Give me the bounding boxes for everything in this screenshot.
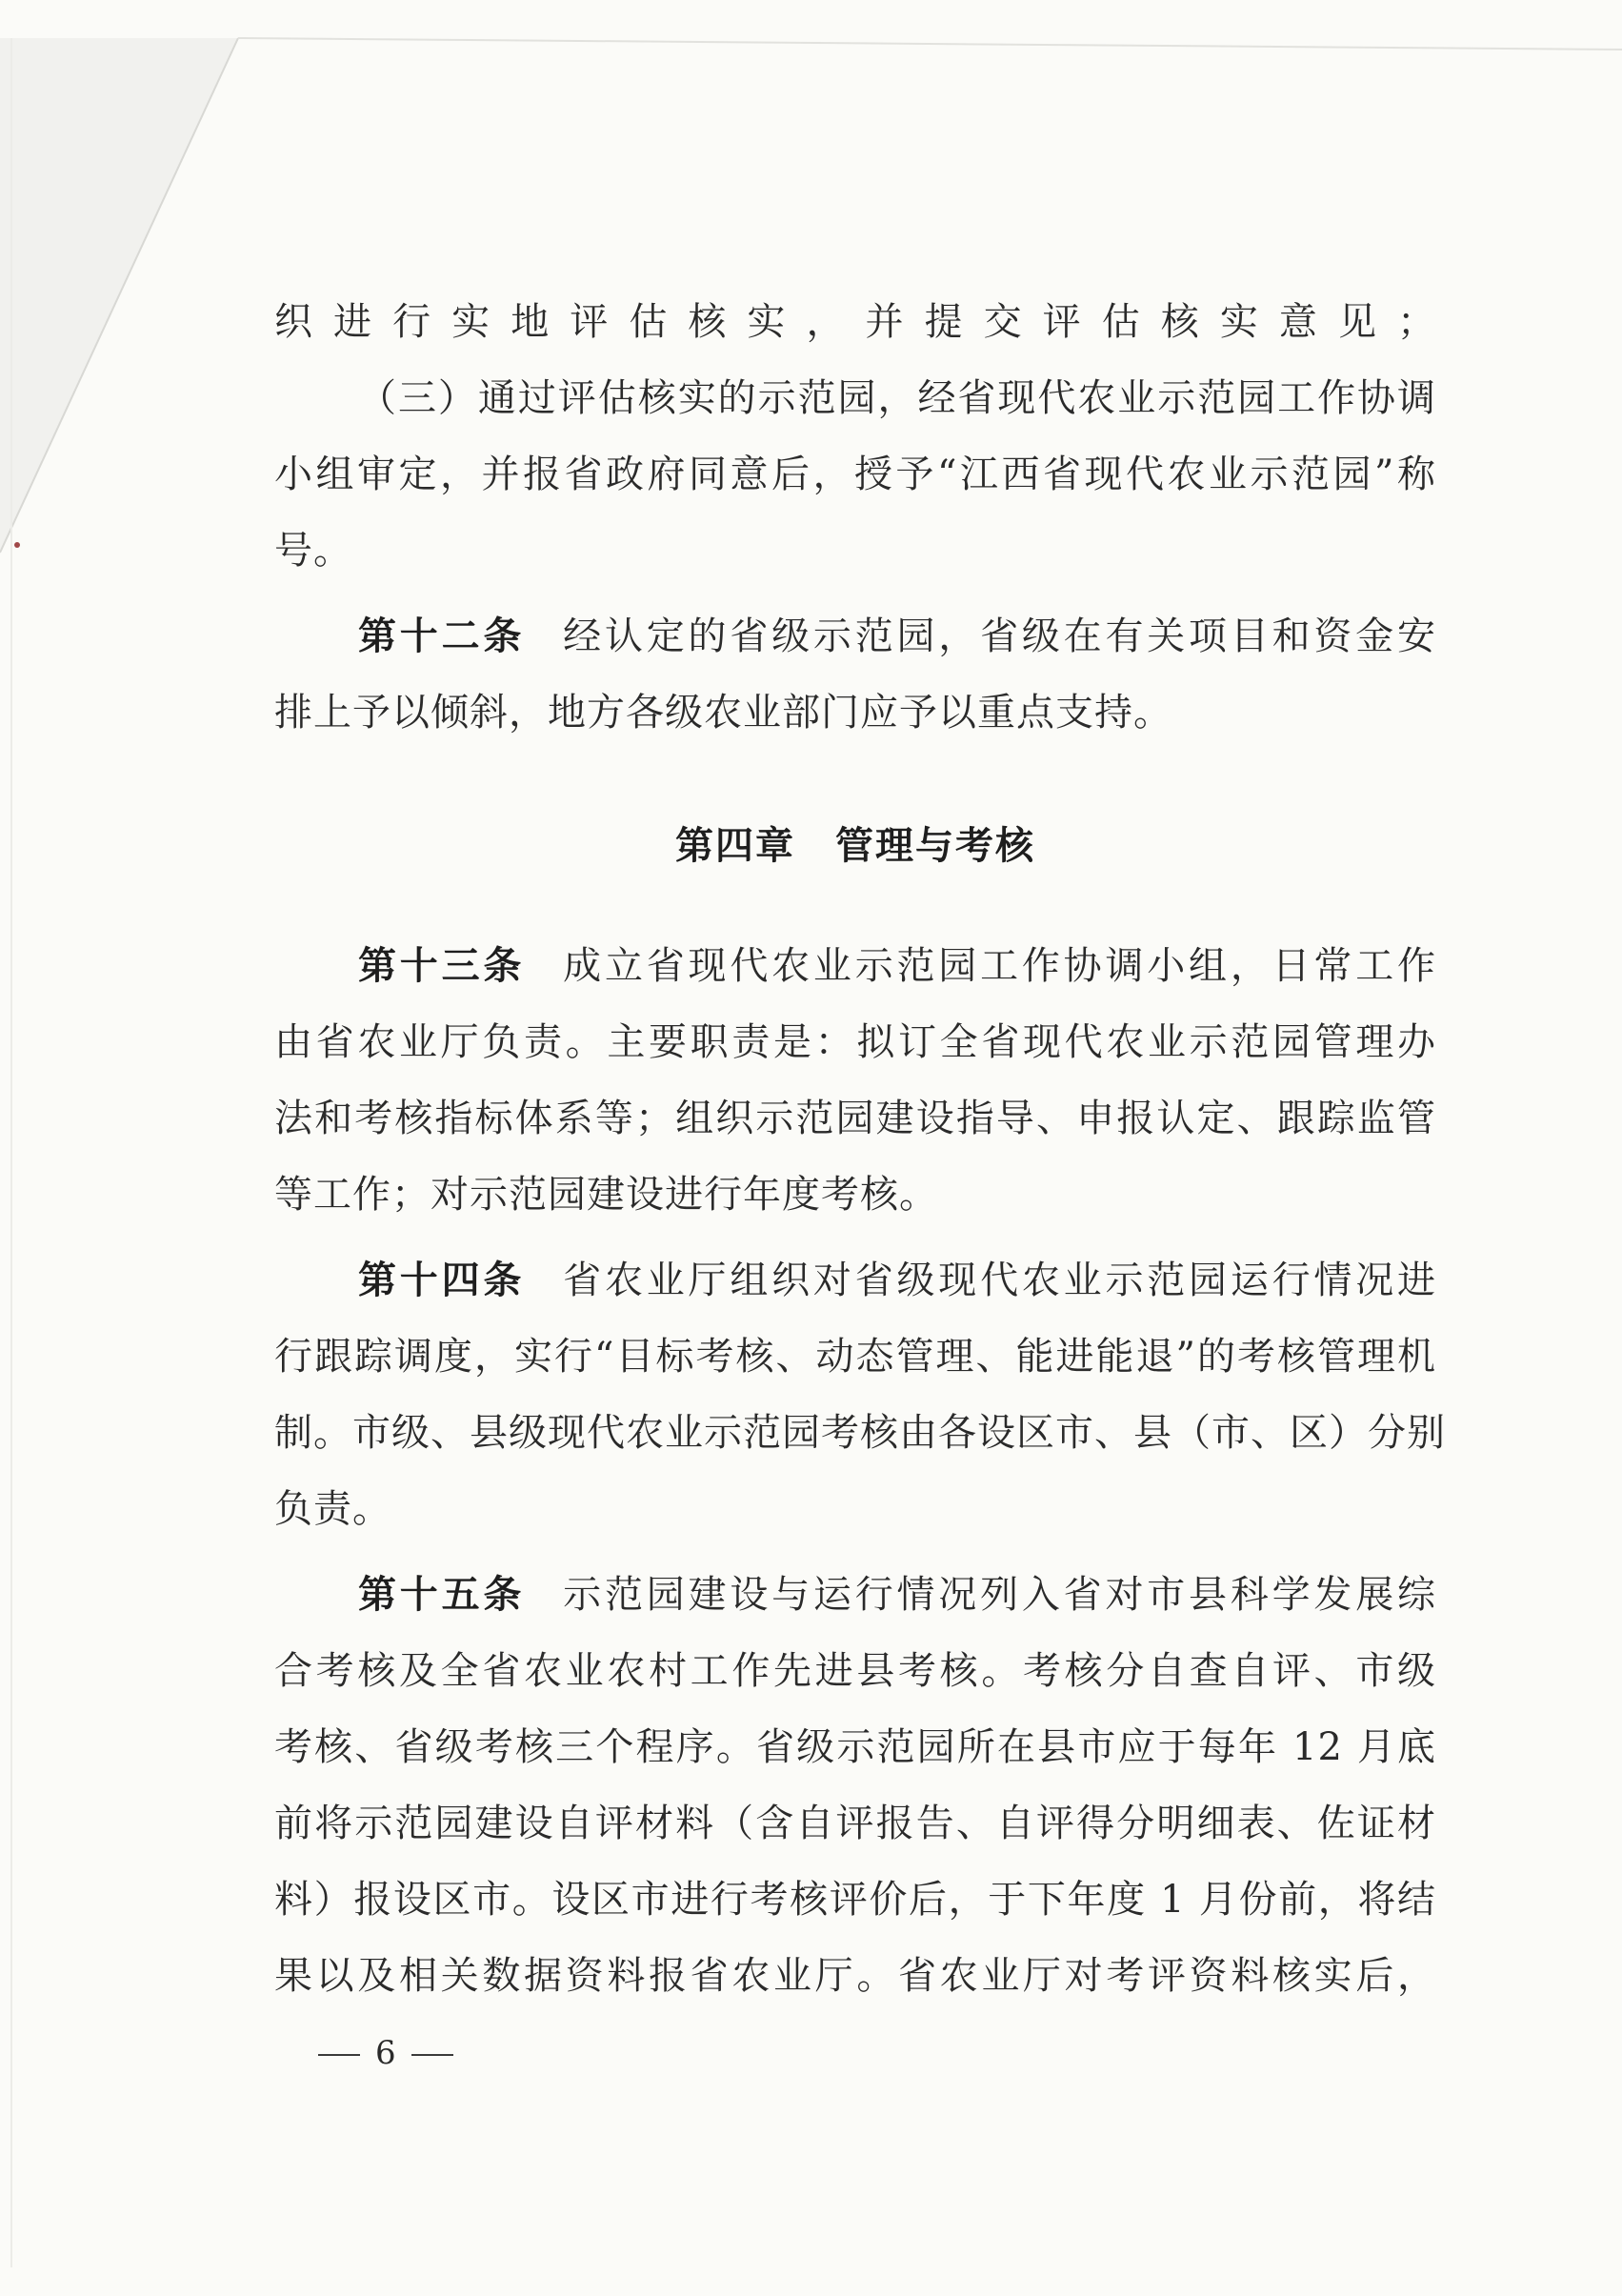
article-12-heading: 第十二条 (358, 614, 526, 658)
article-15-text-1: 示范园建设与运行情况列入省对市县科学发展综 (563, 1573, 1437, 1617)
article-13-line-2: 由省农业厅负责。主要职责是：拟订全省现代农业示范园管理办 (274, 1020, 1436, 1064)
article-13-heading: 第十三条 (358, 944, 526, 988)
body-line-4: 号。 (274, 529, 352, 573)
article-13-line-4: 等工作；对示范园建设进行年度考核。 (274, 1173, 938, 1217)
body-line-2: （三）通过评估核实的示范园，经省现代农业示范园工作协调 (358, 376, 1436, 420)
article-13-line-3: 法和考核指标体系等；组织示范园建设指导、申报认定、跟踪监管 (274, 1097, 1436, 1140)
article-15-line-4: 前将示范园建设自评材料（含自评报告、自评得分明细表、佐证材 (274, 1802, 1436, 1845)
body-line-3: 小组审定，并报省政府同意后，授予“江西省现代农业示范园”称 (274, 453, 1436, 496)
article-15-heading: 第十五条 (358, 1573, 526, 1617)
article-15-line-5: 料）报设区市。设区市进行考核评价后，于下年度 1 月份前，将结 (274, 1878, 1436, 1922)
body-line-1: 织进行实地评估核实，并提交评估核实意见； (274, 300, 1436, 344)
article-14-line-3: 制。市级、县级现代农业示范园考核由各设区市、县（市、区）分别 (274, 1411, 1446, 1455)
article-14-text-1: 省农业厅组织对省级现代农业示范园运行情况进 (563, 1259, 1437, 1302)
article-13-text-1: 成立省现代农业示范园工作协调小组，日常工作 (563, 944, 1437, 988)
article-12-text-1: 经认定的省级示范园，省级在有关项目和资金安 (563, 614, 1437, 658)
article-15-line-1 (274, 1568, 1436, 1621)
article-15-line-6: 果以及相关数据资料报省农业厅。省农业厅对考评资料核实后， (274, 1954, 1436, 1998)
article-15-line-2: 合考核及全省农业农村工作先进县考核。考核分自查自评、市级 (274, 1649, 1436, 1693)
page-number-dash-right (411, 2054, 453, 2056)
article-13-line-1 (274, 939, 1436, 993)
article-14-line-2: 行跟踪调度，实行“目标考核、动态管理、能进能退”的考核管理机 (274, 1335, 1436, 1379)
article-14-line-1 (274, 1254, 1436, 1307)
chapter-heading: 第四章 管理与考核 (675, 824, 1035, 868)
article-15-line-3: 考核、省级考核三个程序。省级示范园所在县市应于每年 12 月底 (274, 1725, 1436, 1769)
article-14-line-4: 负责。 (274, 1487, 391, 1531)
article-14-heading: 第十四条 (358, 1259, 526, 1302)
article-12-line-1 (274, 610, 1436, 663)
page-number: 6 (375, 2034, 396, 2072)
page-footer (303, 2029, 469, 2077)
article-12-line-2: 排上予以倾斜，地方各级农业部门应予以重点支持。 (274, 691, 1172, 735)
page-number-dash-left (318, 2054, 360, 2056)
